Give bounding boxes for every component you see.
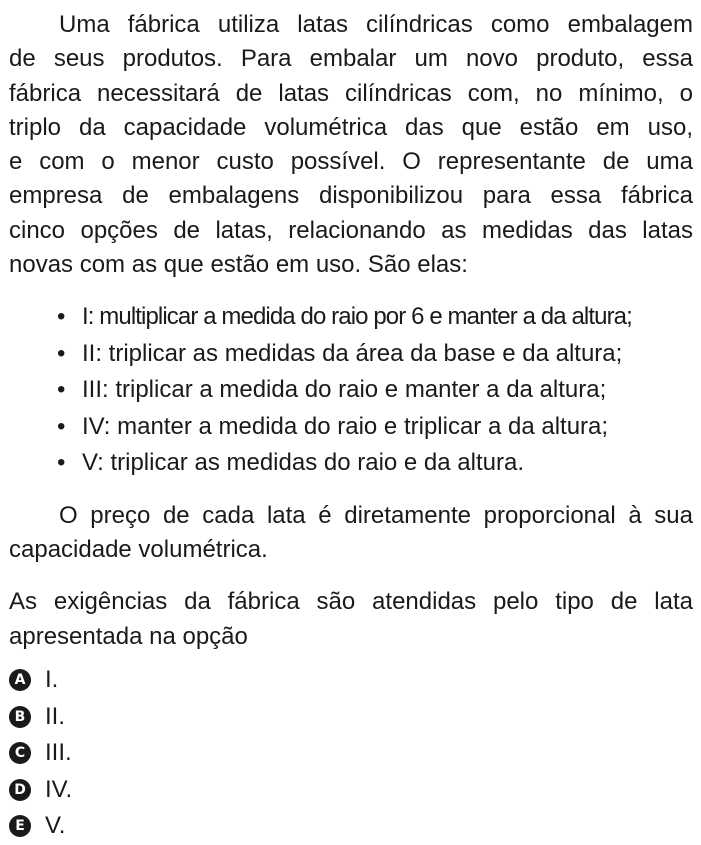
option-text: V. xyxy=(45,812,66,840)
bullet-icon: • xyxy=(57,376,66,404)
option-d[interactable] xyxy=(9,772,693,809)
option-text: IV. xyxy=(45,775,73,803)
option-letter-badge: D xyxy=(9,779,31,801)
intro-line: Uma fábrica utiliza latas cilíndricas como embalagem xyxy=(59,11,693,38)
question-line: apresentada na opção xyxy=(9,622,248,650)
bullet-icon: • xyxy=(57,339,66,367)
intro-line: cinco opções de latas, relacionando as medidas das latas xyxy=(9,216,693,244)
option-letter-badge: A xyxy=(9,669,31,691)
list-item xyxy=(9,445,693,482)
option-letter-badge: B xyxy=(9,706,31,728)
option-e[interactable] xyxy=(9,808,693,845)
list-item xyxy=(9,336,693,373)
spacer xyxy=(9,567,693,585)
list-item-text: V: triplicar as medidas do raio e da altura. xyxy=(82,449,524,477)
option-c[interactable] xyxy=(9,735,693,772)
answer-options xyxy=(9,662,693,845)
list-item xyxy=(9,409,693,446)
list-item-text: II: triplicar as medidas da área da base e da altura; xyxy=(82,339,623,367)
intro-line: fábrica necessitará de latas cilíndricas com, no mínimo, o xyxy=(9,79,693,107)
intro-line: novas com as que estão em uso. São elas: xyxy=(9,251,468,279)
options-description-list xyxy=(9,299,693,482)
option-text: I. xyxy=(45,666,59,694)
intro-line: empresa de embalagens disponibilizou para essa fábrica xyxy=(9,182,693,210)
list-item xyxy=(9,372,693,409)
question-prompt xyxy=(9,585,693,654)
list-item-text: I: multiplicar a medida do raio por 6 e manter a da altura; xyxy=(82,303,632,331)
option-a[interactable] xyxy=(9,662,693,699)
option-letter-badge: E xyxy=(9,815,31,837)
price-paragraph xyxy=(9,499,693,568)
option-letter-badge: C xyxy=(9,742,31,764)
intro-paragraph xyxy=(9,8,693,282)
intro-line: e com o menor custo possível. O representante de uma xyxy=(9,148,693,176)
option-text: II. xyxy=(45,702,66,730)
price-line: O preço de cada lata é diretamente proporcional à sua xyxy=(59,501,693,529)
price-line: capacidade volumétrica. xyxy=(9,536,268,564)
question-line: As exigências da fábrica são atendidas pelo tipo de lata xyxy=(9,588,693,616)
option-text: III. xyxy=(45,739,72,767)
bullet-icon: • xyxy=(57,303,65,331)
list-item xyxy=(9,299,693,336)
option-b[interactable] xyxy=(9,699,693,736)
intro-line: triplo da capacidade volumétrica das que estão em uso, xyxy=(9,113,693,141)
intro-line: de seus produtos. Para embalar um novo produto, essa xyxy=(9,45,693,73)
list-item-text: IV: manter a medida do raio e triplicar a da altura; xyxy=(82,412,609,440)
bullet-icon: • xyxy=(57,449,66,477)
list-item-text: III: triplicar a medida do raio e manter a da altura; xyxy=(82,376,607,404)
bullet-icon: • xyxy=(57,412,66,440)
